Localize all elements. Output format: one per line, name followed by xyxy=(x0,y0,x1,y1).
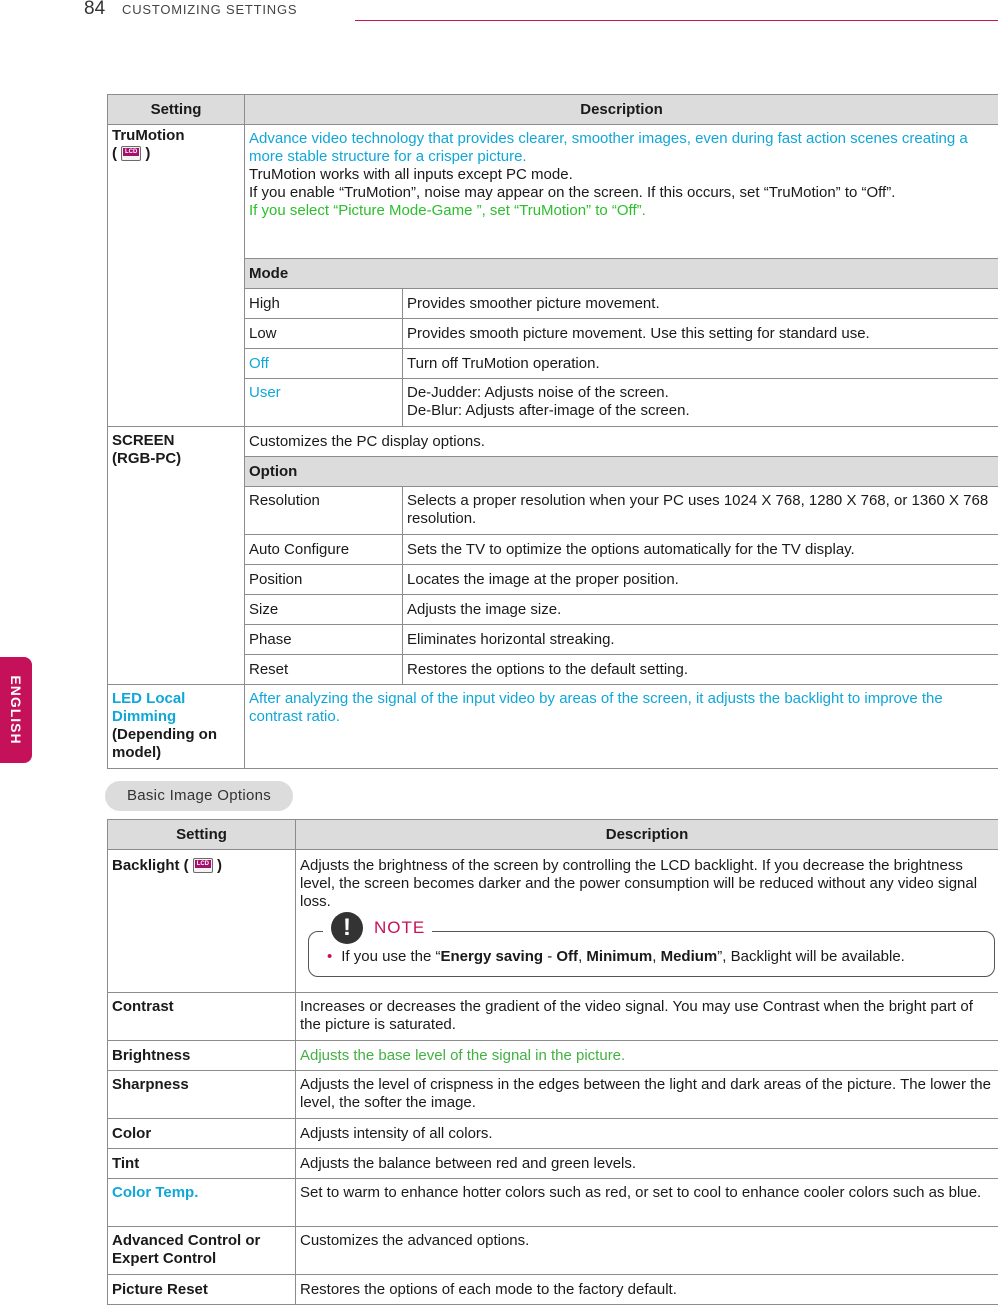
option-name: Resolution xyxy=(245,487,403,535)
settings-table-basic-image xyxy=(107,819,998,1305)
note-bold: Minimum xyxy=(586,948,653,965)
option-desc: Locates the image at the proper position. xyxy=(403,565,998,595)
option-name: Position xyxy=(245,565,403,595)
table-row-led-local-dimming xyxy=(108,685,998,769)
desc-blue: Advance video technology that provides clearer, smoother images, even during fast action scenes creating a more stable structure for a crisper picture. xyxy=(249,130,968,165)
mode-name: Off xyxy=(245,349,403,379)
setting-desc: Restores the options of each mode to the factory default. xyxy=(296,1275,998,1305)
setting-name: SCREEN xyxy=(112,432,175,449)
lcd-icon xyxy=(121,146,141,161)
option-desc: Eliminates horizontal streaking. xyxy=(403,625,998,655)
setting-name: Brightness xyxy=(108,1041,296,1071)
column-header-setting: Setting xyxy=(108,820,296,850)
note-text xyxy=(327,948,905,966)
table-row xyxy=(108,1119,998,1149)
option-desc: Adjusts the image size. xyxy=(403,595,998,625)
mode-desc: Provides smooth picture movement. Use this setting for standard use. xyxy=(403,319,998,349)
desc-text: Adjusts the brightness of the screen by controlling the LCD backlight. If you decrease the brightness level, the screen becomes darker and the power consumption will be reduced without any video signal loss. xyxy=(300,857,978,910)
trumotion-description xyxy=(245,125,998,259)
sub-header-option: Option xyxy=(245,457,998,487)
mode-desc xyxy=(403,379,998,427)
table-row xyxy=(108,1227,998,1275)
setting-name: (Depending on xyxy=(112,726,217,743)
setting-name: model) xyxy=(112,744,162,761)
lcd-icon xyxy=(193,858,213,873)
setting-screen xyxy=(108,427,245,685)
column-header-setting: Setting xyxy=(108,95,245,125)
setting-name: Dimming xyxy=(112,708,177,725)
desc-line: If you enable “TruMotion”, noise may appear on the screen. If this occurs, set “TruMotion” to “Off”. xyxy=(249,184,896,201)
setting-name-icon-line xyxy=(112,145,240,163)
screen-description: Customizes the PC display options. xyxy=(245,427,998,457)
setting-name: (RGB-PC) xyxy=(112,450,182,467)
table-row xyxy=(108,1071,998,1119)
option-name: Phase xyxy=(245,625,403,655)
setting-name: Contrast xyxy=(108,993,296,1041)
table-header-row xyxy=(108,820,998,850)
note-bold: Medium xyxy=(660,948,718,965)
note-bold: Energy saving xyxy=(440,948,544,965)
setting-desc: Increases or decreases the gradient of the video signal. You may use Contrast when the bright part of the picture is saturated. xyxy=(296,993,998,1041)
desc-line: TruMotion works with all inputs except PC mode. xyxy=(249,166,573,183)
led-description: After analyzing the signal of the input video by areas of the screen, it adjusts the backlight to improve the contrast ratio. xyxy=(245,685,998,769)
setting-backlight xyxy=(108,850,296,993)
section-title: CUSTOMIZING SETTINGS xyxy=(122,2,298,17)
setting-desc: Adjusts the balance between red and green levels. xyxy=(296,1149,998,1179)
desc-green-note: If you select “Picture Mode-Game ”, set “TruMotion” to “Off”. xyxy=(249,202,646,219)
note-fragment: , xyxy=(578,948,587,965)
setting-name: Color Temp. xyxy=(108,1179,296,1227)
note-fragment: - xyxy=(543,948,557,965)
setting-name-advanced xyxy=(108,1227,296,1275)
desc-line: De-Judder: Adjusts noise of the screen. xyxy=(407,384,669,401)
desc-line: De-Blur: Adjusts after-image of the screen. xyxy=(407,402,690,419)
basic-image-options-label: Basic Image Options xyxy=(105,781,293,811)
note-bold: Off xyxy=(556,948,579,965)
setting-name: Tint xyxy=(108,1149,296,1179)
table-row-screen xyxy=(108,427,998,457)
setting-led-local-dimming xyxy=(108,685,245,769)
option-name: Auto Configure xyxy=(245,535,403,565)
setting-desc: Adjusts intensity of all colors. xyxy=(296,1119,998,1149)
setting-name: Picture Reset xyxy=(108,1275,296,1305)
setting-desc: Adjusts the level of crispness in the edges between the light and dark areas of the picture. The lower the level, the softer the image. xyxy=(296,1071,998,1119)
note-fragment: , xyxy=(652,948,661,965)
setting-name: Color xyxy=(108,1119,296,1149)
paren-open: ( xyxy=(112,145,117,162)
exclamation-icon: ! xyxy=(331,912,363,944)
option-desc: Sets the TV to optimize the options automatically for the TV display. xyxy=(403,535,998,565)
bullet-icon: • xyxy=(327,948,333,965)
setting-desc: Set to warm to enhance hotter colors such as red, or set to cool to enhance cooler colors such as blue. xyxy=(296,1179,998,1227)
table-row xyxy=(108,993,998,1041)
table-row xyxy=(108,1149,998,1179)
mode-desc: Provides smoother picture movement. xyxy=(403,289,998,319)
paren-close: ) xyxy=(145,145,151,162)
table-row xyxy=(108,1041,998,1071)
table-header-row xyxy=(108,95,998,125)
sub-header-mode: Mode xyxy=(245,259,998,289)
setting-name: Sharpness xyxy=(108,1071,296,1119)
column-header-description: Description xyxy=(296,820,998,850)
note-label: NOTE xyxy=(367,918,432,938)
option-desc: Restores the options to the default setting. xyxy=(403,655,998,685)
language-side-tab xyxy=(0,657,32,763)
settings-table-picture xyxy=(107,94,998,769)
mode-desc: Turn off TruMotion operation. xyxy=(403,349,998,379)
header-rule xyxy=(355,20,998,21)
table-row-trumotion xyxy=(108,125,998,259)
setting-desc: Customizes the advanced options. xyxy=(296,1227,998,1275)
setting-name: Advanced Control or xyxy=(112,1232,261,1249)
setting-trumotion xyxy=(108,125,245,427)
table-row xyxy=(108,1179,998,1227)
setting-name: TruMotion xyxy=(112,127,185,144)
mode-name: High xyxy=(245,289,403,319)
note-fragment: If you use the “ xyxy=(341,948,441,965)
mode-name: User xyxy=(245,379,403,427)
backlight-description xyxy=(296,850,998,993)
mode-name: Low xyxy=(245,319,403,349)
setting-name: Expert Control xyxy=(112,1250,217,1267)
option-name: Reset xyxy=(245,655,403,685)
option-name: Size xyxy=(245,595,403,625)
table-row-backlight xyxy=(108,850,998,993)
option-desc: Selects a proper resolution when your PC uses 1024 X 768, 1280 X 768, or 1360 X 768 resolution. xyxy=(403,487,998,535)
note-fragment: ”, Backlight will be available. xyxy=(717,948,905,965)
language-label: ENGLISH xyxy=(8,675,24,745)
setting-desc: Adjusts the base level of the signal in the picture. xyxy=(296,1041,998,1071)
note-box xyxy=(308,914,995,977)
table-row xyxy=(108,1275,998,1305)
page-number: 84 xyxy=(84,0,106,19)
column-header-description: Description xyxy=(245,95,998,125)
setting-name: LED Local xyxy=(112,690,186,707)
paren-close: ) xyxy=(217,857,223,874)
setting-name: Backlight ( xyxy=(112,857,189,874)
